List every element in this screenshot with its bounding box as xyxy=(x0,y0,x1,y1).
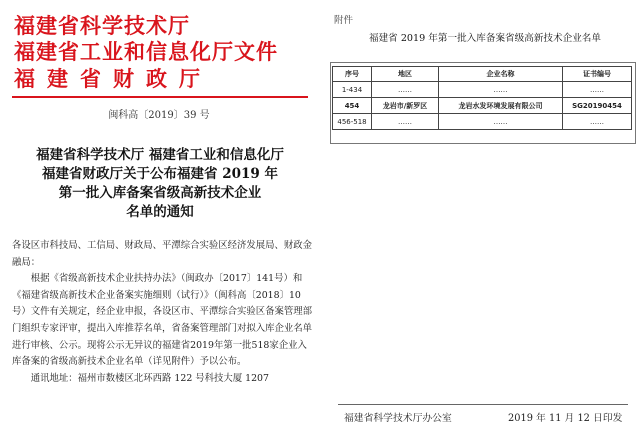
red-divider xyxy=(12,96,308,98)
table-row xyxy=(333,82,632,98)
cell-no: 454 xyxy=(333,98,372,114)
cell-cert: …… xyxy=(563,82,632,98)
cell-region: …… xyxy=(372,114,439,130)
cell-region: …… xyxy=(372,82,439,98)
cell-company: …… xyxy=(439,114,563,130)
title-line-3: 第一批入库备案省级高新技术企业 xyxy=(58,185,262,201)
company-table xyxy=(332,66,632,130)
main-paragraph: 根据《省级高新技术企业扶持办法》（闽政办〔2017〕141号）和《福建省级高新技术企业备案实施细则（试行）》（闽科高〔2018〕10号）文件有关规定，经企业申报，各设区市、平潭综合实验区备案管理部门组织专家评审，提出入库推荐名单，省备案管理部门对拟入库企业名单进行审核、公示。现将公示无异议的福建省2019年第一批518家企业入库备案的省级高新技术企业名单（详见附件）予以公布。 xyxy=(12,273,313,368)
cell-company: …… xyxy=(439,82,563,98)
cell-company: 龙岩水发环境发展有限公司 xyxy=(439,98,563,114)
table-row xyxy=(333,114,632,130)
cell-no: 456-518 xyxy=(333,114,372,130)
document-page-left xyxy=(0,0,318,438)
cell-cert: …… xyxy=(563,114,632,130)
attachment-label: 附件 xyxy=(334,15,354,26)
table-row xyxy=(333,98,632,114)
footer-divider xyxy=(338,404,628,405)
header-line-2: 福建省工业和信息化厅文件 xyxy=(14,39,278,64)
address-line: 通讯地址：福州市数楼区北环西路 122 号科技大厦 1207 xyxy=(30,372,269,384)
cell-cert: SG20190454 xyxy=(563,98,632,114)
recipients: 各设区市科技局、工信局、财政局、平潭综合实验区经济发展局、财政金融局： xyxy=(12,240,313,268)
document-title xyxy=(12,146,308,222)
cell-no: 1-434 xyxy=(333,82,372,98)
document-number: 闽科高〔2019〕39 号 xyxy=(108,110,210,121)
attachment-title: 福建省 2019 年第一批入库备案省级高新技术企业名单 xyxy=(369,33,601,44)
col-header-company: 企业名称 xyxy=(439,67,563,82)
issue-date: 2019 年 11 月 12 日印发 xyxy=(508,413,623,424)
title-line-1: 福建省科学技术厅 福建省工业和信息化厅 xyxy=(36,147,284,163)
col-header-no: 序号 xyxy=(333,67,372,82)
page-gap xyxy=(318,0,330,438)
document-page-right xyxy=(330,0,640,438)
header-line-3: 福建省财政厅 xyxy=(14,66,212,91)
title-line-4: 名单的通知 xyxy=(126,204,194,220)
header-line-1: 福建省科学技术厅 xyxy=(14,13,190,38)
table-header-row xyxy=(333,67,632,82)
issuing-office: 福建省科学技术厅办公室 xyxy=(344,413,452,424)
title-line-2: 福建省财政厅关于公布福建省 2019 年 xyxy=(42,166,278,182)
cell-region: 龙岩市/新罗区 xyxy=(372,98,439,114)
col-header-cert: 证书编号 xyxy=(563,67,632,82)
col-header-region: 地区 xyxy=(372,67,439,82)
document-body xyxy=(12,238,312,387)
